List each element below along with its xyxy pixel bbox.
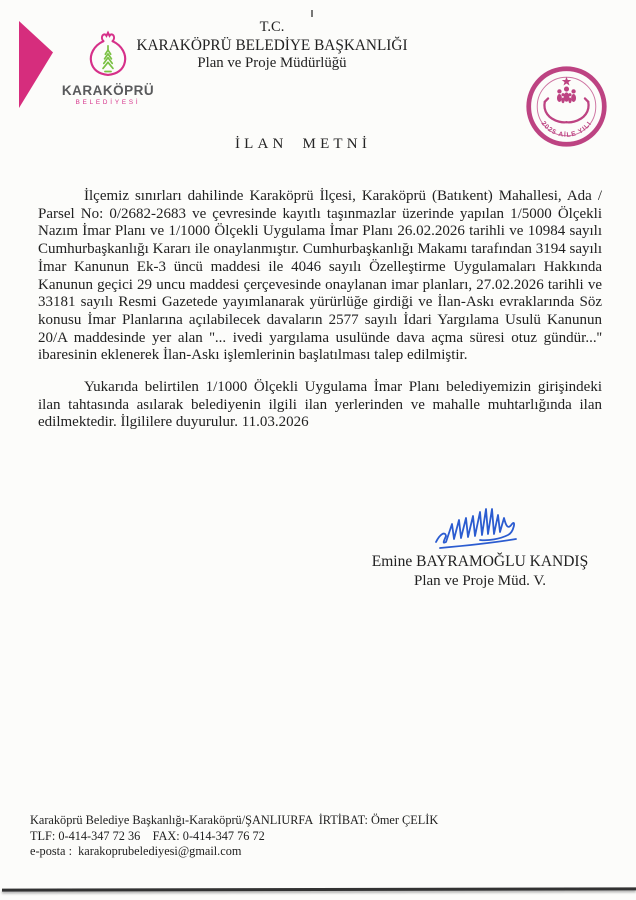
letterhead-department: Plan ve Proje Müdürlüğü [197, 55, 347, 72]
footer-contact [30, 813, 438, 860]
letterhead-organization: KARAKÖPRÜ BELEDİYE BAŞKANLIĞI [136, 37, 408, 55]
scan-edge-line [2, 887, 636, 891]
body-paragraph-2: Yukarıda belirtilen 1/1000 Ölçekli Uygulama İmar Planı belediyemizin girişindeki ilan tahtasında asılarak belediyenin ilgili ilan yerlerinden ve mahalle muhtarlığında ilan edilmektedir. İlgililere duyurulur. 11.03.2026 [38, 379, 602, 431]
logo-subtitle: BELEDİYESİ [75, 99, 141, 106]
footer-address-line: Karaköprü Belediye Başkanlığı-Karaköprü/ŞANLIURFA İRTİBAT: Ömer ÇELİK [30, 813, 439, 827]
footer-email-line: e-posta : karakoprubelediyesi@gmail.com [30, 844, 242, 859]
document-title: İLAN METNİ [234, 136, 372, 152]
letterhead [92, 19, 452, 73]
signatory-role: Plan ve Proje Müd. V. [414, 573, 546, 590]
footer-phone-fax-line: TLF: 0-414-347 72 36 FAX: 0-414-347 76 72 [30, 828, 265, 843]
signatory-block [340, 552, 620, 592]
body-paragraph-1: İlçemiz sınırları dahilinde Karaköprü İlçesi, Karaköprü (Batıkent) Mahallesi, Ada / Parsel No: 0/2682-2683 ve çevresinde kayıtlı taşınmazlar üzerinde yapılan 1/5000 Ölçekli Nazım İmar Planı ve 1/1000 Ölçekli Uygulama İmar Planı 26.02.2026 tarihli ve 10984 sayılı Cumhurbaşkanlığı Kararı ile onaylanmıştır. Cumhurbaşkanlığı Makamı tarafından 3194 sayılı İmar Kanunun Ek-3 üncü maddesi ile 4046 sayılı Özelleştirme Uygulamaları Hakkında Kanunun geçici 29 uncu maddesi çerçevesinde onaylanan imar planları, 27.02.2026 tarihli ve 33181 sayılı Resmi Gazetede yayımlanarak yürürlüğe girdiği ve İlan-Askı evraklarında Söz konusu İmar Planlarına açılabilecek davaların 2577 sayılı İdari Yargılama Usulü Kanunun 20/A maddesinde yer alan ''... ivedi yargılama usulünde dava açma süresi otuz gündür...'' ibaresinin eklenerek İlan-Askı işlemlerinin başlatılması talep edilmiştir. [38, 188, 602, 364]
letterhead-tc: T.C. [259, 19, 285, 35]
logo-title: KARAKÖPRÜ [61, 83, 155, 98]
signatory-name: Emine BAYRAMOĞLU KANDIŞ [371, 553, 589, 570]
scan-artifact [311, 10, 313, 17]
corner-triangle-decoration [19, 21, 53, 108]
stamp-label: 2025 AİLE YILI [539, 120, 594, 139]
document-body [38, 188, 602, 432]
handwritten-signature [432, 506, 520, 554]
